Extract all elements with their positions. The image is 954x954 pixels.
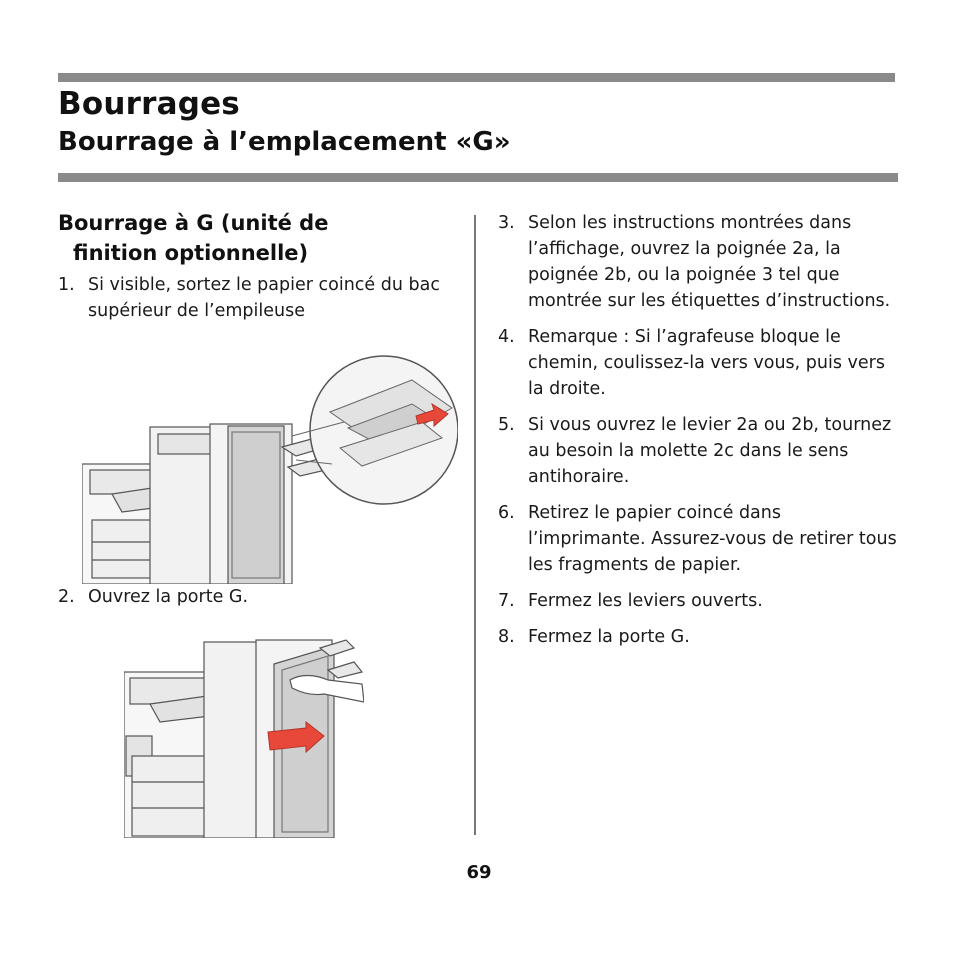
step-number: 1. — [58, 275, 75, 295]
column-divider — [474, 215, 476, 835]
step-6 — [498, 500, 898, 578]
step-8 — [498, 624, 898, 650]
step-1 — [58, 272, 458, 324]
step-text: Selon les instructions montrées dans l’affichage, ouvrez la poignée 2a, la poignée 2b, ou la poignée 3 tel que montrée sur les étiquettes d’instructions. — [528, 213, 891, 311]
right-column — [498, 208, 898, 660]
step-text: Fermez la porte G. — [528, 627, 690, 647]
step-number: 6. — [498, 503, 515, 523]
step-number: 7. — [498, 591, 515, 611]
step-number: 8. — [498, 627, 515, 647]
header-rule-bottom — [58, 173, 898, 182]
finisher-top-tray-illustration — [82, 352, 458, 584]
step-text: Ouvrez la porte G. — [88, 587, 249, 607]
step-text: Remarque : Si l’agrafeuse bloque le chemin, coulissez-la vers vous, puis vers la droite. — [528, 327, 885, 399]
step-number: 5. — [498, 415, 515, 435]
magnified-inset — [292, 356, 458, 504]
page-number: 69 — [466, 862, 492, 883]
step-text: Fermez les leviers ouverts. — [528, 591, 763, 611]
step-text: Si vous ouvrez le levier 2a ou 2b, tournez au besoin la molette 2c dans le sens antihoraire. — [528, 415, 892, 487]
section-title: Bourrage à G (unité de finition optionnelle) — [58, 211, 329, 265]
step-5 — [498, 412, 898, 490]
step-text: Retirez le papier coincé dans l’imprimante. Assurez-vous de retirer tous les fragments de papier. — [528, 503, 897, 575]
page-subtitle: Bourrage à l’emplacement «G» — [58, 127, 511, 157]
step-text: Si visible, sortez le papier coincé du bac supérieur de l’empileuse — [88, 275, 440, 321]
step-3 — [498, 210, 898, 314]
step-7 — [498, 588, 898, 614]
step-2 — [58, 584, 458, 610]
step-number: 3. — [498, 213, 515, 233]
step-4 — [498, 324, 898, 402]
step-number: 4. — [498, 327, 515, 347]
header-rule-top — [58, 73, 895, 82]
open-door-illustration — [124, 636, 364, 838]
page-title: Bourrages — [58, 86, 240, 122]
step-number: 2. — [58, 587, 75, 607]
